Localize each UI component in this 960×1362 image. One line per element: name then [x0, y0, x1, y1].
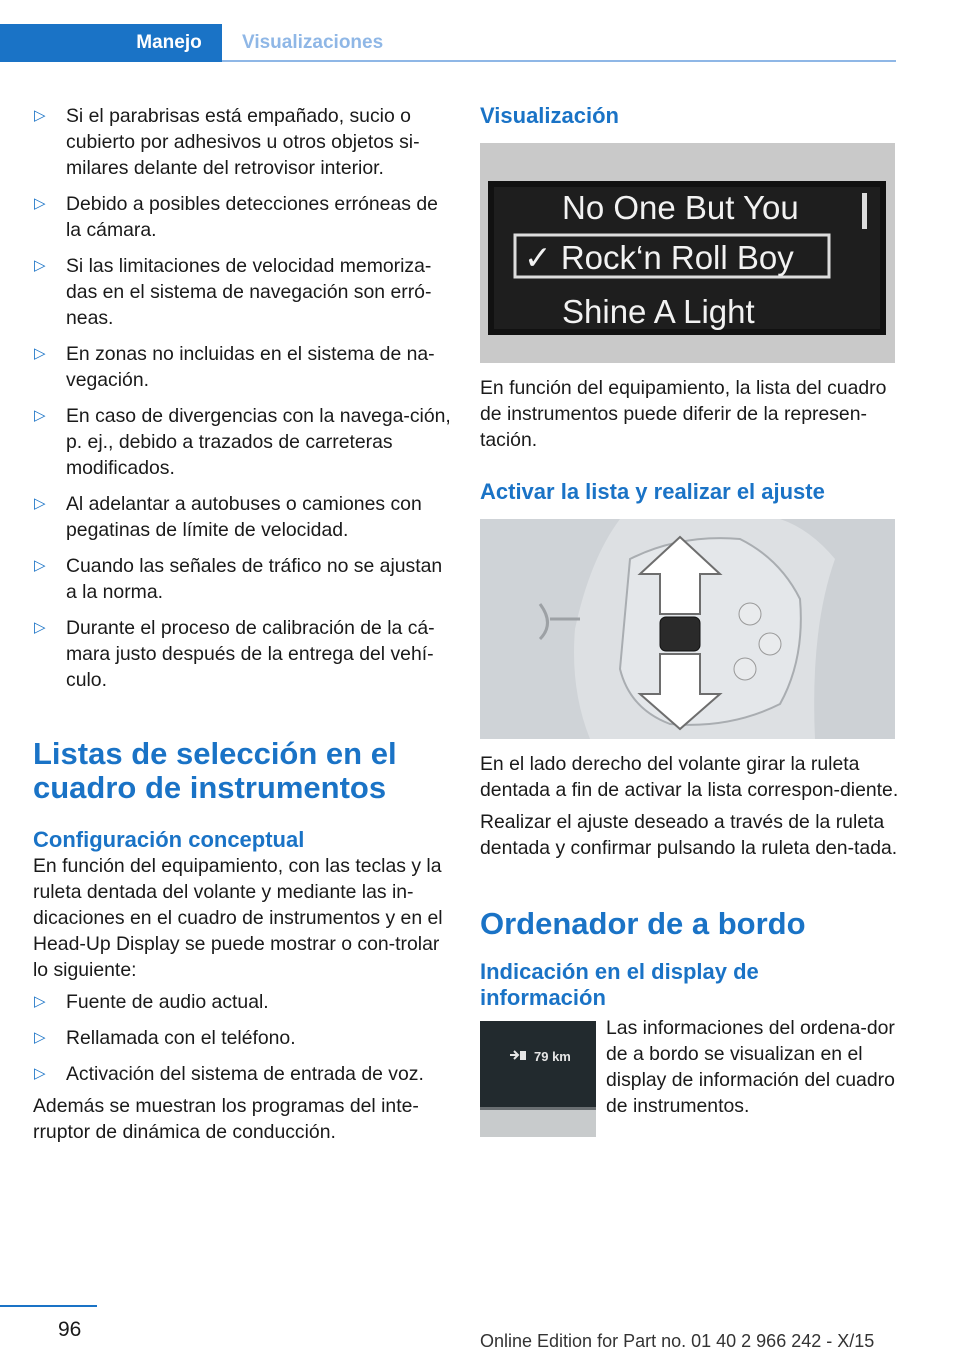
list-item: ▷ Rellamada con el teléfono.: [34, 1027, 296, 1049]
list-item: ▷ Fuente de audio actual.: [34, 991, 269, 1013]
header-rule: [222, 60, 896, 62]
list-item: ▷ Si el parabrisas está empañado, sucio o cubierto por adhesivos u otros objetos si-milares delante del retrovisor interior.: [34, 105, 420, 179]
header-tab-visualizaciones[interactable]: Visualizaciones: [242, 32, 384, 53]
subsection-title-visualizacion: Visualización: [480, 103, 619, 128]
triangle-bullet-icon: ▷: [34, 619, 46, 636]
right-column: [480, 103, 900, 1145]
display-item-selected: ✓ Rock‘n Roll Boy: [524, 239, 794, 276]
info-display-paragraph: Las informaciones del ordena-dor de a bordo se visualizan en el display de información del cuadro de instrumentos.: [606, 1017, 895, 1117]
range-readout: 79 km: [534, 1049, 571, 1064]
steering-wheel-figure: [480, 519, 895, 739]
display-item: No One But You: [562, 189, 799, 226]
footer-rule: [0, 1305, 97, 1307]
triangle-bullet-icon: ▷: [34, 993, 46, 1010]
left-column: [33, 103, 451, 1145]
subsection-title-indicacion: Indicación en el display de información: [480, 959, 759, 1010]
activar-paragraph-2: Realizar el ajuste deseado a través de la ruleta dentada y confirmar pulsando la ruleta den-tada.: [480, 811, 898, 859]
triangle-bullet-icon: ▷: [34, 195, 46, 212]
subsection-title-configuracion: Configuración conceptual: [33, 827, 305, 852]
condition-list: [33, 103, 451, 693]
activar-paragraph-1: En el lado derecho del volante girar la ruleta dentada a fin de activar la lista correspon-diente.: [480, 753, 899, 801]
visualizacion-paragraph: En función del equipamiento, la lista del cuadro de instrumentos puede diferir de la represen-tación.: [480, 377, 887, 451]
info-display-block: [480, 1015, 900, 1145]
display-item: Shine A Light: [562, 293, 755, 330]
triangle-bullet-icon: ▷: [34, 107, 46, 124]
section-title-ordenador: Ordenador de a bordo: [480, 906, 806, 941]
triangle-bullet-icon: ▷: [34, 1029, 46, 1046]
feature-list: [33, 989, 451, 1087]
triangle-bullet-icon: ▷: [34, 557, 46, 574]
list-item: ▷ Al adelantar a autobuses o camiones con pegatinas de límite de velocidad.: [34, 493, 422, 541]
triangle-bullet-icon: ▷: [34, 257, 46, 274]
list-item: ▷ Durante el proceso de calibración de la cá-mara justo después de la entrega del vehí-culo.: [34, 617, 435, 691]
list-item: ▷ Debido a posibles detecciones erróneas de la cámara.: [34, 193, 438, 241]
info-display-figure: [480, 1021, 596, 1137]
cluster-list-figure: [480, 143, 895, 363]
triangle-bullet-icon: ▷: [34, 407, 46, 424]
list-item: ▷ En zonas no incluidas en el sistema de na-vegación.: [34, 343, 435, 391]
list-item: ▷ Si las limitaciones de velocidad memoriza-das en el sistema de navegación son erró-neas.: [34, 255, 432, 329]
triangle-bullet-icon: ▷: [34, 495, 46, 512]
intro-paragraph: En función del equipamiento, con las teclas y la ruleta dentada del volante y mediante las in-dicaciones en el cuadro de instrumentos y en el Head-Up Display se puede mostrar o con-trolar lo siguiente:: [33, 855, 443, 981]
edition-label: Online Edition for Part no. 01 40 2 966 242 - X/15: [480, 1331, 875, 1351]
header-tab-manejo[interactable]: Manejo: [136, 32, 202, 53]
outro-paragraph: Además se muestran los programas del inte-rruptor de dinámica de conducción.: [33, 1095, 419, 1143]
page-number: 96: [58, 1318, 82, 1341]
triangle-bullet-icon: ▷: [34, 345, 46, 362]
triangle-bullet-icon: ▷: [34, 1065, 46, 1082]
list-item: ▷ Activación del sistema de entrada de voz.: [34, 1063, 424, 1085]
list-item: ▷ Cuando las señales de tráfico no se ajustan a la norma.: [34, 555, 443, 603]
subsection-title-activar: Activar la lista y realizar el ajuste: [480, 479, 825, 504]
section-title-listas: Listas de selección en el cuadro de instrumentos: [33, 736, 397, 805]
list-item: ▷ En caso de divergencias con la navega-ción, p. ej., debido a trazados de carreteras modificados.: [34, 405, 451, 479]
